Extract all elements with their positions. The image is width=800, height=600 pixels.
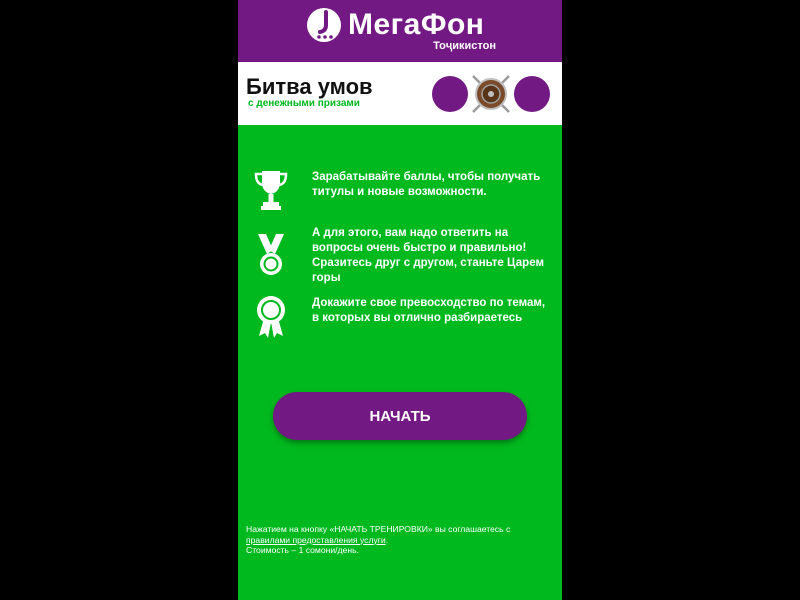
feature-text: А для этого, вам надо ответить на вопросы очень быстро и правильно! Сразитесь друг с другом, станьте Царем горы	[312, 227, 544, 284]
award-rosette-icon	[252, 294, 290, 340]
terms-link[interactable]: правилами предоставления услуги	[246, 534, 386, 545]
start-button[interactable]: НАЧАТЬ	[273, 392, 527, 440]
feature-text: Зарабатывайте баллы, чтобы получать титулы и новые возможности.	[312, 171, 541, 198]
terms-footer	[246, 524, 556, 556]
feature-text: Докажите свое превосходство по темам, в которых вы отлично разбираетесь	[312, 297, 546, 324]
medal-icon	[252, 232, 290, 278]
header-bar	[238, 0, 562, 62]
trophy-icon	[252, 168, 290, 214]
banner-title: Битва умов	[246, 74, 373, 99]
crossed-swords-shield-icon	[431, 74, 551, 114]
app-screen	[238, 0, 562, 600]
game-banner	[238, 62, 562, 125]
price-text: Стоимость – 1 сомони/день.	[246, 545, 359, 555]
brand-region: Тоҷикистон	[433, 40, 496, 52]
brand-name: МегаФон	[348, 8, 485, 41]
megafon-logo-icon	[305, 6, 343, 44]
terms-suffix: .	[385, 534, 389, 545]
consent-text: Нажатием на кнопку «НАЧАТЬ ТРЕНИРОВКИ» вы соглашаетесь с	[246, 524, 511, 534]
banner-subtitle: с денежными призами	[248, 98, 360, 109]
